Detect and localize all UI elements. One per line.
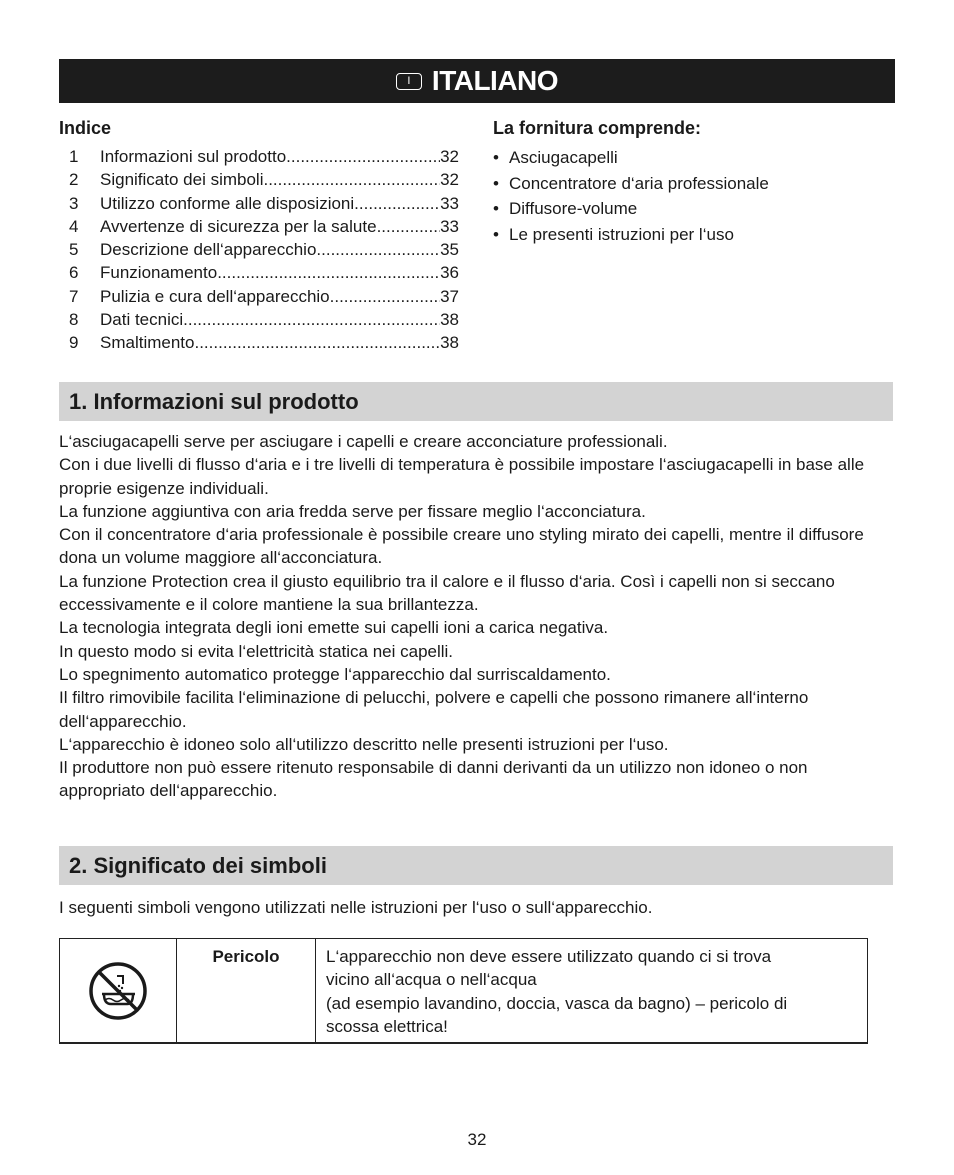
paragraph: La funzione aggiuntiva con aria fredda serve per fissare meglio l‘acconciatura. — [59, 501, 646, 521]
symbol-table — [59, 938, 868, 1044]
symbol-cell — [59, 939, 177, 1042]
toc-item — [59, 168, 459, 191]
toc-item-number: 5 — [69, 240, 79, 260]
paragraph: La funzione Protection crea il giusto equilibrio tra il calore e il flusso d‘aria. Così i capelli non si seccano eccessivamente e il colore mantiene la sua brillantezza. — [59, 571, 835, 615]
toc-item-page: 33 — [440, 193, 459, 213]
toc-item-label: Utilizzo conforme alle disposizioni — [100, 193, 355, 213]
no-water-icon — [87, 960, 149, 1022]
toc-item-label: Avvertenze di sicurezza per la salute — [100, 216, 377, 236]
paragraph: Con i due livelli di flusso d‘aria e i tre livelli di temperatura è possibile impostare l‘asciugacapelli in base alle proprie esigenze individuali. — [59, 455, 865, 498]
supply-item — [493, 145, 893, 171]
toc-item-page: 38 — [440, 310, 459, 330]
toc-leader-dots — [354, 192, 440, 215]
supply-item-label: Asciugacapelli — [509, 148, 618, 167]
section-2-heading: 2. Significato dei simboli — [59, 846, 893, 885]
toc-item-number: 4 — [69, 216, 79, 236]
bullet-icon: • — [493, 199, 499, 218]
bullet-icon: • — [493, 173, 499, 193]
language-header — [59, 59, 895, 103]
toc-item-label: Funzionamento — [100, 263, 218, 283]
supply-item-label: Diffusore-volume — [509, 199, 638, 218]
supply-item — [493, 222, 893, 248]
toc-item-label: Pulizia e cura dell‘apparecchio — [100, 286, 330, 306]
paragraph: L‘asciugacapelli serve per asciugare i capelli e creare acconciature professionali. — [59, 432, 668, 451]
supply-item — [493, 196, 893, 222]
supply-item — [493, 171, 893, 197]
toc-item — [59, 331, 459, 354]
toc-item-number: 2 — [69, 170, 79, 190]
symbol-description — [316, 939, 868, 1042]
bullet-icon: • — [493, 224, 499, 244]
paragraph: Il produttore non può essere ritenuto responsabile di danni derivanti da un utilizzo non idoneo o non appropriato dell‘apparecchio. — [59, 758, 808, 801]
toc-item-number: 3 — [69, 193, 79, 213]
bullet-icon: • — [493, 148, 499, 167]
paragraph: La tecnologia integrata degli ioni emette sui capelli ioni a carica negativa. — [59, 618, 609, 638]
supply-contents — [493, 118, 893, 247]
toc-item-page: 32 — [440, 170, 459, 190]
supply-item-label: Concentratore d‘aria professionale — [509, 173, 769, 193]
toc-item-number: 9 — [69, 333, 79, 353]
toc-leader-dots — [316, 238, 440, 261]
toc-item-label: Smaltimento — [100, 333, 195, 353]
paragraph: Lo spegnimento automatico protegge l‘apparecchio dal surriscaldamento. — [59, 664, 611, 684]
paragraph: Con il concentratore d‘aria professionale è possibile creare uno styling mirato dei capelli, mentre il diffusore dona un volume maggiore all‘acconciatura. — [59, 525, 864, 568]
toc-item — [59, 215, 459, 238]
toc-item-page: 37 — [440, 286, 459, 306]
toc-item — [59, 145, 459, 168]
toc-leader-dots — [217, 261, 440, 284]
paragraph: Il filtro rimovibile facilita l‘eliminazione di pelucchi, polvere e capelli che possono rimanere all‘interno dell‘apparecchio. — [59, 688, 809, 731]
toc-leader-dots — [183, 308, 440, 331]
paragraph: L‘apparecchio è idoneo solo all‘utilizzo descritto nelle presenti istruzioni per l‘uso. — [59, 734, 669, 754]
toc-leader-dots — [286, 145, 440, 168]
toc-title: Indice — [59, 118, 112, 138]
toc-item-page: 35 — [440, 240, 459, 260]
toc-item-page: 38 — [440, 333, 459, 353]
toc-item — [59, 238, 459, 261]
toc-item-label: Dati tecnici — [100, 310, 184, 330]
symbol-description-line: L‘apparecchio non deve essere utilizzato quando ci si trova — [326, 947, 772, 966]
supply-list — [493, 145, 893, 247]
language-title: ITALIANO — [431, 65, 559, 96]
toc-item-label: Significato dei simboli — [100, 170, 264, 190]
symbol-description-line: scossa elettrica! — [326, 1016, 448, 1036]
toc-item — [59, 285, 459, 308]
toc-item-number: 6 — [69, 263, 79, 283]
section-1-heading: 1. Informazioni sul prodotto — [59, 382, 893, 421]
language-badge: I — [396, 73, 422, 90]
toc-leader-dots — [330, 285, 440, 308]
section-2-intro: I seguenti simboli vengono utilizzati nelle istruzioni per l‘uso o sull‘apparecchio. — [59, 898, 653, 917]
toc-leader-dots — [263, 168, 440, 191]
supply-item-label: Le presenti istruzioni per l‘uso — [509, 224, 734, 244]
toc-item-label: Informazioni sul prodotto — [100, 147, 287, 166]
toc-list — [59, 145, 459, 355]
toc-item-number: 7 — [69, 286, 79, 306]
toc-item — [59, 261, 459, 284]
toc-item — [59, 192, 459, 215]
toc-item-page: 33 — [440, 216, 459, 236]
toc-leader-dots — [377, 215, 441, 238]
section-1-body — [59, 430, 895, 803]
toc-item-page: 36 — [440, 263, 459, 283]
paragraph: In questo modo si evita l‘elettricità statica nei capelli. — [59, 641, 454, 661]
supply-title: La fornitura comprende: — [493, 118, 702, 138]
symbol-description-line: vicino all‘acqua o nell‘acqua — [326, 970, 537, 990]
toc-item-page: 32 — [440, 147, 459, 166]
symbol-label: Pericolo — [177, 939, 316, 1042]
page-number: 32 — [467, 1130, 487, 1149]
toc-item-label: Descrizione dell‘apparecchio — [100, 240, 317, 260]
toc-item-number: 1 — [69, 147, 79, 166]
toc-leader-dots — [194, 331, 440, 354]
table-of-contents — [59, 118, 459, 355]
toc-item — [59, 308, 459, 331]
toc-item-number: 8 — [69, 310, 79, 330]
symbol-description-line: (ad esempio lavandino, doccia, vasca da bagno) – pericolo di — [326, 993, 788, 1013]
